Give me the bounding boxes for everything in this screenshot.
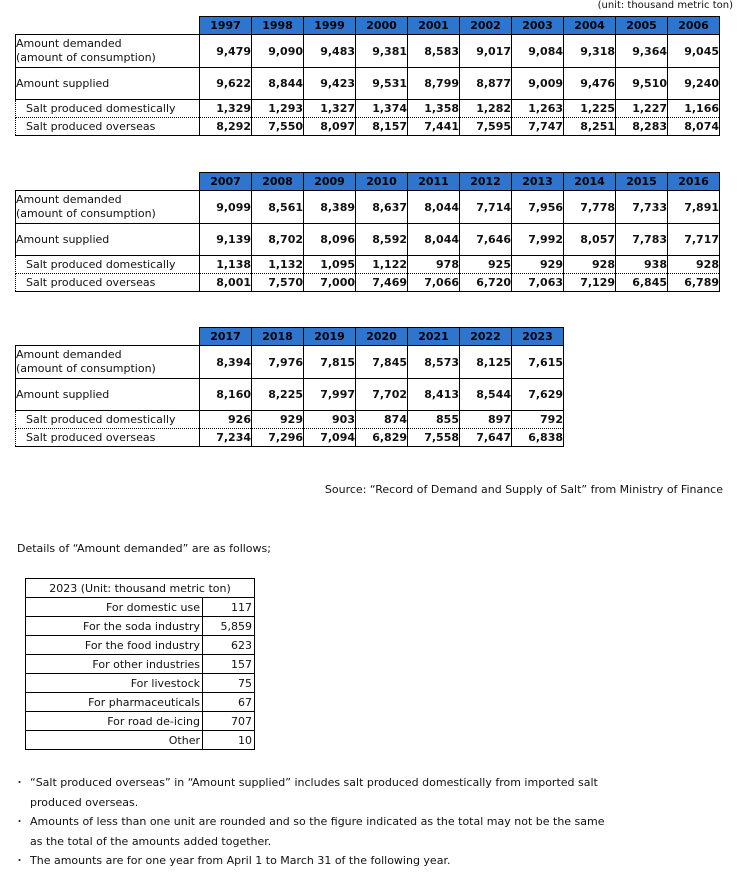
year-header: 2005 — [616, 17, 668, 35]
cell-demanded: 7,891 — [668, 191, 720, 224]
cell-demanded: 9,084 — [512, 35, 564, 68]
details-label: For the food industry — [26, 636, 203, 655]
cell-demanded: 8,637 — [356, 191, 408, 224]
cell-demanded: 7,733 — [616, 191, 668, 224]
supply-demand-table-2017-2023 — [15, 327, 564, 447]
cell-demanded: 8,561 — [252, 191, 304, 224]
cell-demanded: 9,479 — [200, 35, 252, 68]
cell-supplied: 9,476 — [564, 68, 616, 100]
cell-domestic: 1,122 — [356, 256, 408, 274]
cell-overseas: 6,845 — [616, 274, 668, 292]
year-header: 2017 — [200, 328, 252, 346]
cell-supplied: 8,057 — [564, 224, 616, 256]
details-label: For the soda industry — [26, 617, 203, 636]
details-row — [26, 693, 255, 712]
footnote-text: “Salt produced overseas” in “Amount supplied” includes salt produced domestically from imported salt — [30, 776, 598, 789]
cell-demanded: 8,125 — [460, 346, 512, 379]
table-row-supplied — [16, 68, 720, 100]
cell-supplied: 9,139 — [200, 224, 252, 256]
year-header: 2012 — [460, 173, 512, 191]
details-row — [26, 598, 255, 617]
cell-domestic: 1,138 — [200, 256, 252, 274]
cell-supplied: 8,844 — [252, 68, 304, 100]
cell-overseas: 7,558 — [408, 429, 460, 447]
details-row — [26, 712, 255, 731]
row-label-overseas: Salt produced overseas — [16, 274, 200, 292]
cell-supplied: 7,702 — [356, 379, 408, 411]
cell-supplied: 8,413 — [408, 379, 460, 411]
bullet-icon: ・ — [14, 854, 25, 867]
cell-demanded: 8,583 — [408, 35, 460, 68]
details-value: 75 — [203, 674, 255, 693]
supply-demand-table-1997-2006 — [15, 16, 720, 136]
cell-supplied: 9,009 — [512, 68, 564, 100]
cell-domestic: 1,132 — [252, 256, 304, 274]
year-header: 1998 — [252, 17, 304, 35]
cell-supplied: 9,240 — [668, 68, 720, 100]
year-header: 2000 — [356, 17, 408, 35]
cell-overseas: 7,469 — [356, 274, 408, 292]
cell-overseas: 8,001 — [200, 274, 252, 292]
cell-domestic: 792 — [512, 411, 564, 429]
row-label-domestic: Salt produced domestically — [16, 100, 200, 118]
cell-overseas: 8,283 — [616, 118, 668, 136]
year-header: 2009 — [304, 173, 356, 191]
cell-domestic: 1,095 — [304, 256, 356, 274]
cell-domestic: 929 — [252, 411, 304, 429]
year-header: 2003 — [512, 17, 564, 35]
year-header: 2016 — [668, 173, 720, 191]
cell-domestic: 938 — [616, 256, 668, 274]
details-label: For pharmaceuticals — [26, 693, 203, 712]
cell-supplied: 7,992 — [512, 224, 564, 256]
cell-overseas: 8,157 — [356, 118, 408, 136]
year-header: 2023 — [512, 328, 564, 346]
cell-domestic: 1,225 — [564, 100, 616, 118]
cell-domestic: 1,293 — [252, 100, 304, 118]
cell-supplied: 8,592 — [356, 224, 408, 256]
cell-demanded: 8,389 — [304, 191, 356, 224]
details-value: 117 — [203, 598, 255, 617]
footnote-text: produced overseas. — [30, 795, 139, 809]
cell-overseas: 7,595 — [460, 118, 512, 136]
cell-supplied: 8,877 — [460, 68, 512, 100]
table-row-domestic — [16, 411, 564, 429]
cell-domestic: 928 — [668, 256, 720, 274]
cell-domestic: 928 — [564, 256, 616, 274]
supply-demand-table-2007-2016 — [15, 172, 720, 292]
cell-domestic: 925 — [460, 256, 512, 274]
cell-overseas: 7,094 — [304, 429, 356, 447]
cell-overseas: 7,066 — [408, 274, 460, 292]
cell-overseas: 7,747 — [512, 118, 564, 136]
cell-supplied: 7,783 — [616, 224, 668, 256]
cell-domestic: 1,327 — [304, 100, 356, 118]
cell-domestic: 874 — [356, 411, 408, 429]
details-row — [26, 674, 255, 693]
table-row-demanded — [16, 346, 564, 379]
row-label-domestic: Salt produced domestically — [16, 256, 200, 274]
details-table — [25, 578, 255, 750]
year-header: 1997 — [200, 17, 252, 35]
cell-demanded: 9,381 — [356, 35, 408, 68]
table-corner — [16, 17, 200, 35]
table-row-supplied — [16, 224, 720, 256]
details-value: 5,859 — [203, 617, 255, 636]
cell-domestic: 1,166 — [668, 100, 720, 118]
year-header: 2022 — [460, 328, 512, 346]
row-label-demanded: Amount demanded (amount of consumption) — [16, 191, 200, 224]
footnote-text: Amounts of less than one unit are rounded and so the figure indicated as the total may not be the same — [30, 815, 605, 828]
year-header: 2015 — [616, 173, 668, 191]
cell-demanded: 8,044 — [408, 191, 460, 224]
cell-overseas: 8,074 — [668, 118, 720, 136]
cell-overseas: 8,292 — [200, 118, 252, 136]
table-corner — [16, 173, 200, 191]
cell-demanded: 9,483 — [304, 35, 356, 68]
source-citation: Source: “Record of Demand and Supply of Salt” from Ministry of Finance — [324, 483, 723, 496]
details-row — [26, 636, 255, 655]
cell-overseas: 7,063 — [512, 274, 564, 292]
details-label: For domestic use — [26, 598, 203, 617]
cell-supplied: 8,160 — [200, 379, 252, 411]
cell-supplied: 8,225 — [252, 379, 304, 411]
year-header: 2014 — [564, 173, 616, 191]
cell-domestic: 929 — [512, 256, 564, 274]
bullet-icon: ・ — [14, 815, 25, 828]
details-label: Other — [26, 731, 203, 750]
cell-demanded: 7,778 — [564, 191, 616, 224]
row-label-overseas: Salt produced overseas — [16, 429, 200, 447]
footnote — [14, 812, 605, 851]
cell-supplied: 9,622 — [200, 68, 252, 100]
cell-demanded: 9,017 — [460, 35, 512, 68]
details-header: 2023 (Unit: thousand metric ton) — [26, 579, 255, 598]
year-header: 2018 — [252, 328, 304, 346]
cell-domestic: 1,374 — [356, 100, 408, 118]
details-label: For road de-icing — [26, 712, 203, 731]
cell-demanded: 7,815 — [304, 346, 356, 379]
cell-supplied: 9,423 — [304, 68, 356, 100]
details-value: 707 — [203, 712, 255, 731]
bullet-icon: ・ — [14, 776, 25, 789]
year-header: 2001 — [408, 17, 460, 35]
cell-demanded: 9,099 — [200, 191, 252, 224]
footnote-text: The amounts are for one year from April 1 to March 31 of the following year. — [30, 854, 451, 867]
unit-note: (unit: thousand metric ton) — [597, 0, 733, 11]
cell-demanded: 9,090 — [252, 35, 304, 68]
cell-domestic: 926 — [200, 411, 252, 429]
cell-demanded: 7,845 — [356, 346, 408, 379]
row-label-overseas: Salt produced overseas — [16, 118, 200, 136]
footnote-text: as the total of the amounts added together. — [30, 834, 272, 848]
cell-domestic: 855 — [408, 411, 460, 429]
cell-supplied: 8,544 — [460, 379, 512, 411]
cell-overseas: 8,251 — [564, 118, 616, 136]
year-header: 2002 — [460, 17, 512, 35]
table-row-demanded — [16, 35, 720, 68]
cell-demanded: 9,364 — [616, 35, 668, 68]
cell-overseas: 7,234 — [200, 429, 252, 447]
cell-demanded: 8,573 — [408, 346, 460, 379]
year-header: 1999 — [304, 17, 356, 35]
row-label-demanded: Amount demanded (amount of consumption) — [16, 346, 200, 379]
cell-supplied: 9,531 — [356, 68, 408, 100]
cell-supplied: 8,096 — [304, 224, 356, 256]
table-row-domestic — [16, 256, 720, 274]
cell-overseas: 7,570 — [252, 274, 304, 292]
details-value: 10 — [203, 731, 255, 750]
cell-overseas: 8,097 — [304, 118, 356, 136]
cell-overseas: 7,550 — [252, 118, 304, 136]
year-header: 2004 — [564, 17, 616, 35]
table-row-overseas — [16, 274, 720, 292]
cell-demanded: 7,615 — [512, 346, 564, 379]
cell-demanded: 9,318 — [564, 35, 616, 68]
cell-overseas: 7,000 — [304, 274, 356, 292]
cell-supplied: 8,799 — [408, 68, 460, 100]
details-value: 623 — [203, 636, 255, 655]
cell-supplied: 7,997 — [304, 379, 356, 411]
table-row-overseas — [16, 118, 720, 136]
row-label-supplied: Amount supplied — [16, 379, 200, 411]
cell-overseas: 7,647 — [460, 429, 512, 447]
cell-overseas: 6,829 — [356, 429, 408, 447]
cell-supplied: 9,510 — [616, 68, 668, 100]
cell-domestic: 1,282 — [460, 100, 512, 118]
cell-demanded: 9,045 — [668, 35, 720, 68]
details-row — [26, 731, 255, 750]
cell-supplied: 7,646 — [460, 224, 512, 256]
details-label: For other industries — [26, 655, 203, 674]
year-header: 2020 — [356, 328, 408, 346]
details-value: 67 — [203, 693, 255, 712]
cell-demanded: 7,714 — [460, 191, 512, 224]
cell-supplied: 7,717 — [668, 224, 720, 256]
cell-domestic: 1,227 — [616, 100, 668, 118]
table-corner — [16, 328, 200, 346]
table-row-overseas — [16, 429, 564, 447]
year-header: 2011 — [408, 173, 460, 191]
table-row-supplied — [16, 379, 564, 411]
table-row-domestic — [16, 100, 720, 118]
cell-domestic: 978 — [408, 256, 460, 274]
cell-demanded: 7,976 — [252, 346, 304, 379]
cell-demanded: 7,956 — [512, 191, 564, 224]
year-header: 2006 — [668, 17, 720, 35]
cell-overseas: 7,129 — [564, 274, 616, 292]
table-row-demanded — [16, 191, 720, 224]
details-label: For livestock — [26, 674, 203, 693]
cell-overseas: 7,296 — [252, 429, 304, 447]
year-header: 2021 — [408, 328, 460, 346]
details-value: 157 — [203, 655, 255, 674]
row-label-domestic: Salt produced domestically — [16, 411, 200, 429]
year-header: 2008 — [252, 173, 304, 191]
cell-overseas: 7,441 — [408, 118, 460, 136]
footnote — [14, 851, 605, 871]
footnotes — [14, 773, 605, 871]
cell-domestic: 1,358 — [408, 100, 460, 118]
year-header: 2007 — [200, 173, 252, 191]
cell-domestic: 1,329 — [200, 100, 252, 118]
cell-overseas: 6,838 — [512, 429, 564, 447]
details-row — [26, 617, 255, 636]
cell-domestic: 1,263 — [512, 100, 564, 118]
cell-supplied: 8,702 — [252, 224, 304, 256]
cell-domestic: 897 — [460, 411, 512, 429]
cell-overseas: 6,789 — [668, 274, 720, 292]
details-intro: Details of “Amount demanded” are as follows; — [17, 542, 271, 555]
cell-demanded: 8,394 — [200, 346, 252, 379]
details-row — [26, 655, 255, 674]
row-label-demanded: Amount demanded (amount of consumption) — [16, 35, 200, 68]
cell-domestic: 903 — [304, 411, 356, 429]
cell-supplied: 8,044 — [408, 224, 460, 256]
year-header: 2010 — [356, 173, 408, 191]
year-header: 2019 — [304, 328, 356, 346]
row-label-supplied: Amount supplied — [16, 224, 200, 256]
year-header: 2013 — [512, 173, 564, 191]
footnote — [14, 773, 605, 812]
row-label-supplied: Amount supplied — [16, 68, 200, 100]
cell-supplied: 7,629 — [512, 379, 564, 411]
cell-overseas: 6,720 — [460, 274, 512, 292]
